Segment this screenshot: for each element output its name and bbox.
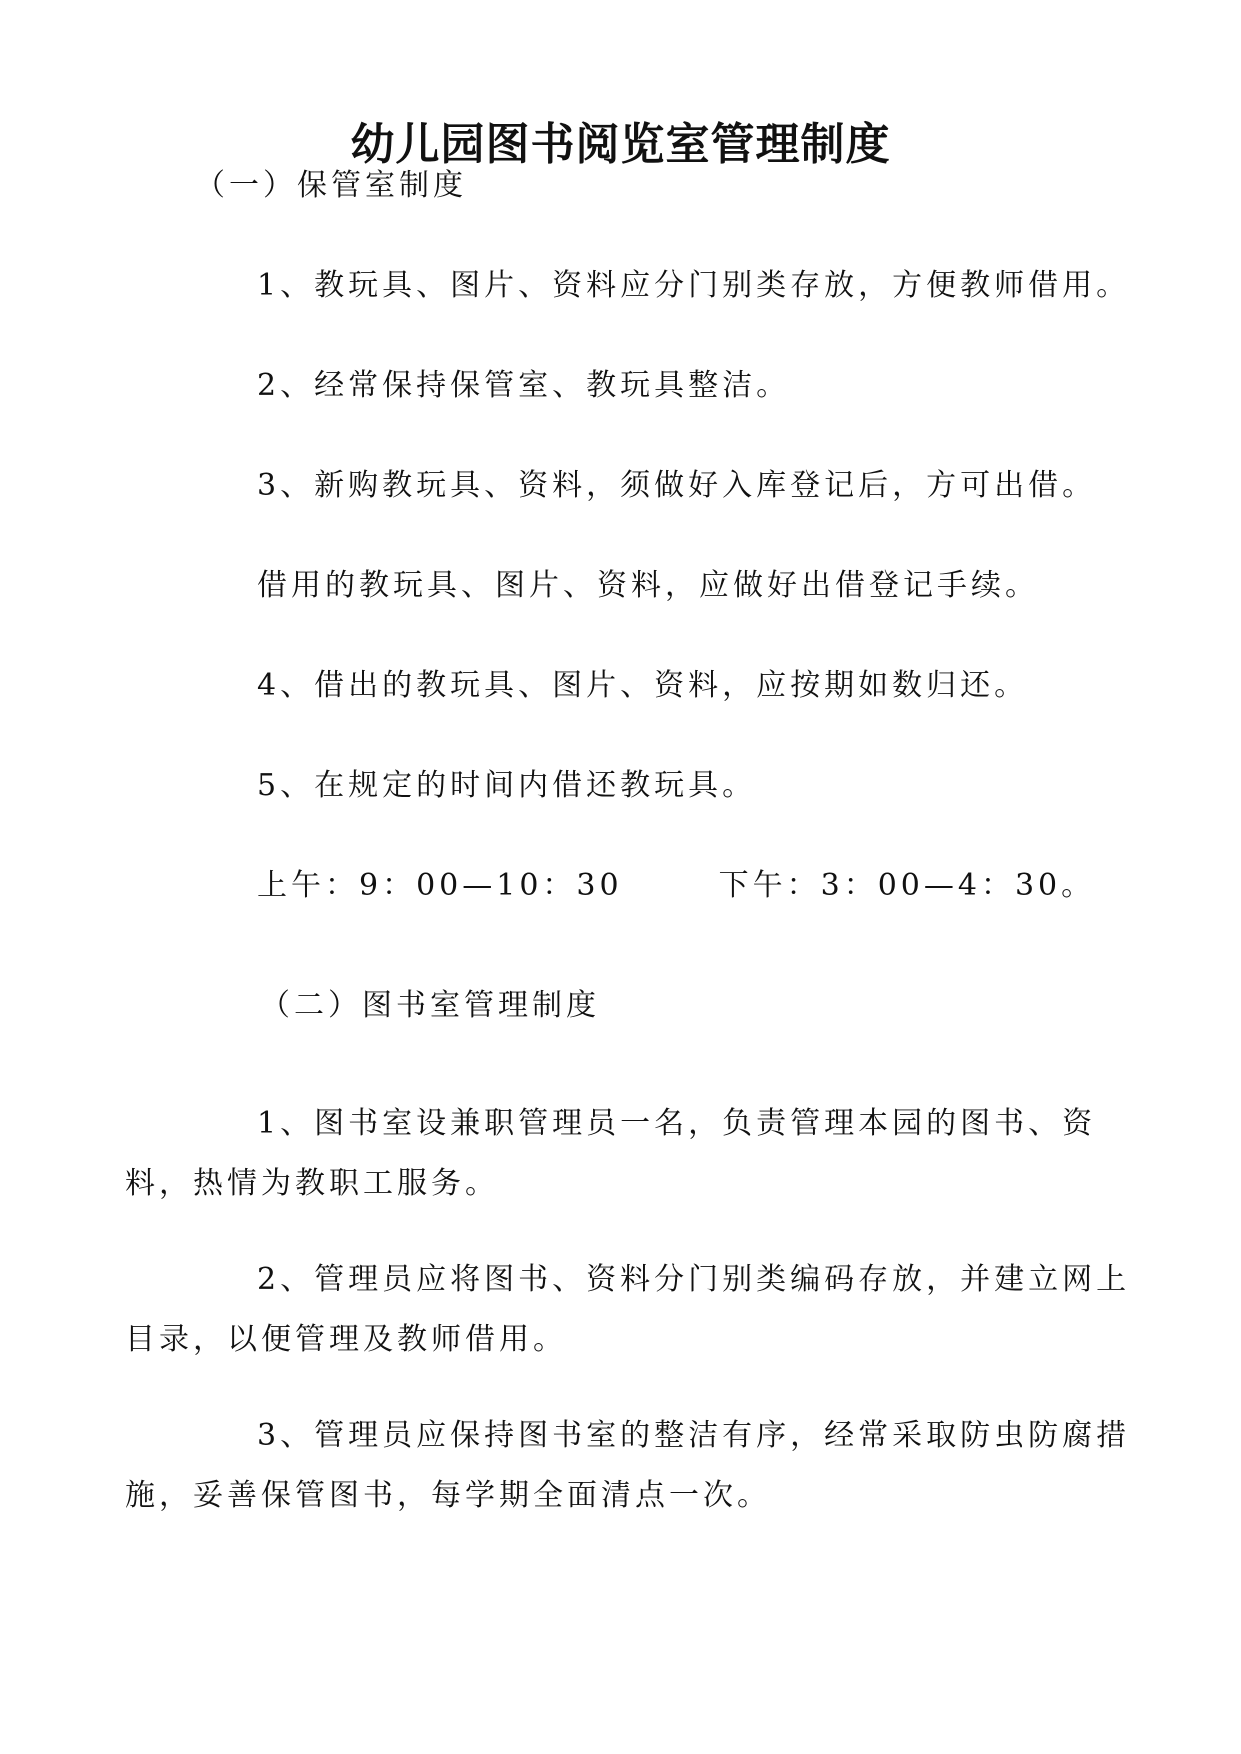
morning-hours: 上午：9：00—10：30 xyxy=(257,868,623,903)
library-rule-1: 1、图书室设兼职管理员一名，负责管理本园的图书、资料，热情为教职工服务。 xyxy=(125,1106,1097,1201)
library-rule-2: 2、管理员应将图书、资料分门别类编码存放，并建立网上目录，以便管理及教师借用。 xyxy=(125,1262,1131,1357)
storage-rule-3: 3、新购教玩具、资料，须做好入库登记后，方可出借。 xyxy=(257,468,1097,503)
storage-rule-1: 1、教玩具、图片、资料应分门别类存放，方便教师借用。 xyxy=(257,268,1131,303)
storage-rule-4: 4、借出的教玩具、图片、资料，应按期如数归还。 xyxy=(257,668,1029,703)
section-heading-library: （二）图书室管理制度 xyxy=(260,988,600,1023)
document-title: 幼儿园图书阅览室管理制度 xyxy=(350,119,891,170)
afternoon-hours: 下午：3：00—4：30。 xyxy=(718,868,1096,903)
storage-rule-2: 2、经常保持保管室、教玩具整洁。 xyxy=(257,368,791,403)
storage-rule-3-continued: 借用的教玩具、图片、资料，应做好出借登记手续。 xyxy=(257,568,1039,603)
section-heading-storage: （一）保管室制度 xyxy=(195,168,467,203)
library-rule-3: 3、管理员应保持图书室的整洁有序，经常采取防虫防腐措施，妥善保管图书，每学期全面清点一次。 xyxy=(125,1418,1131,1513)
lending-hours xyxy=(257,864,1095,908)
storage-rule-5: 5、在规定的时间内借还教玩具。 xyxy=(257,768,757,803)
